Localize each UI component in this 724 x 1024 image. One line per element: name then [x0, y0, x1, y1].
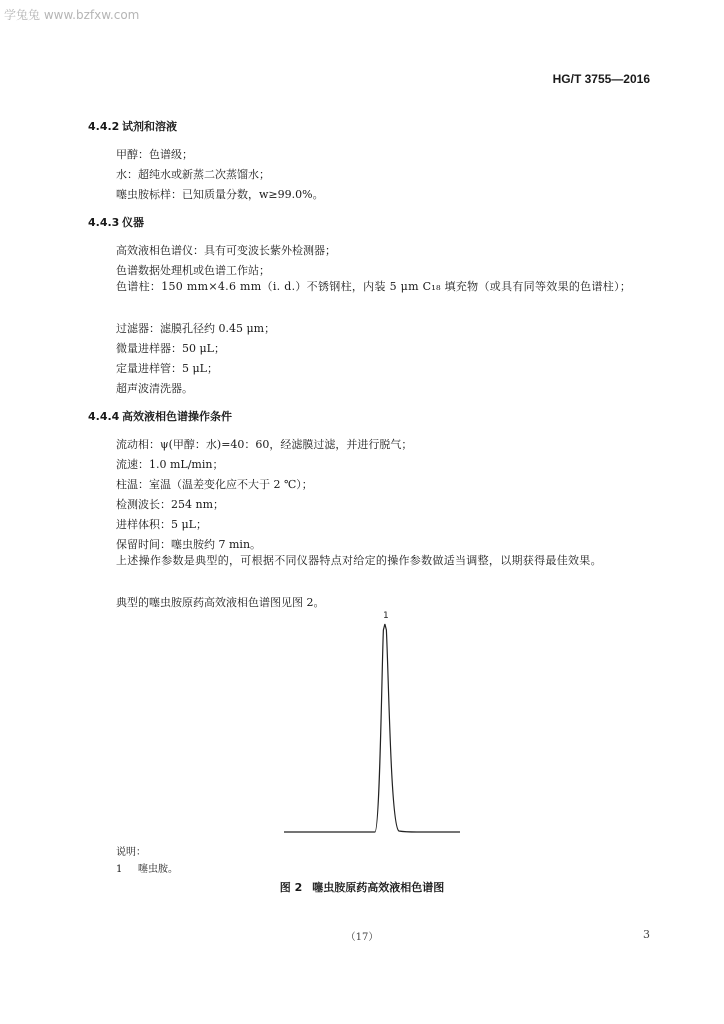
list-item: 流速：1.0 mL/min；: [116, 458, 224, 471]
figure-legend-title: 说明：: [116, 847, 146, 858]
list-item: 流动相：ψ(甲醇：水)=40：60，经滤膜过滤，并进行脱气；: [116, 438, 413, 451]
list-item: 色谱数据处理机或色谱工作站；: [116, 264, 270, 277]
watermark: 学兔兔 www.bzfxw.com: [4, 8, 140, 22]
legend-key: 1: [116, 864, 123, 875]
section-title: 试剂和溶液: [122, 120, 177, 133]
legend-value: 噻虫胺。: [138, 864, 178, 875]
list-item: 高效液相色谱仪：具有可变波长紫外检测器；: [116, 244, 336, 257]
figure-legend-item: [116, 860, 178, 875]
chromatogram-chart: [280, 606, 464, 838]
list-item: 噻虫胺标样：已知质量分数，w≥99.0%。: [116, 188, 324, 201]
list-item: 甲醇：色谱级；: [116, 148, 193, 161]
list-item: 微量进样器：50 μL；: [116, 342, 225, 355]
section-number: 4.4.3: [88, 216, 120, 229]
list-item: 定量进样管：5 μL；: [116, 362, 218, 375]
list-item: 超声波清洗器。: [116, 382, 193, 395]
figure-number: 图 2: [279, 881, 303, 894]
peak-label: 1: [383, 611, 389, 621]
list-item-wrapped: 色谱柱：150 mm×4.6 mm（i. d.）不锈钢柱，内装 5 μm C₁₈ 填充物（或具有同等效果的色谱柱）；: [116, 280, 632, 293]
list-item: 保留时间：噻虫胺约 7 min。: [116, 538, 262, 551]
operating-note: 上述操作参数是典型的，可根据不同仪器特点对给定的操作参数做适当调整，以期获得最佳效果。: [116, 554, 602, 567]
list-item: 水：超纯水或新蒸二次蒸馏水；: [116, 168, 270, 181]
list-item: 柱温：室温（温差变化应不大于 2 ℃）；: [116, 478, 313, 491]
section-number: 4.4.2: [88, 120, 120, 133]
section-heading-conditions: [88, 408, 232, 424]
section-heading-instruments: [88, 214, 144, 230]
figure-caption: [0, 879, 724, 895]
section-title: 高效液相色谱操作条件: [122, 410, 232, 423]
footer-center: （17）: [345, 932, 379, 943]
page-number: 3: [643, 928, 650, 941]
list-item: 检测波长：254 nm；: [116, 498, 225, 511]
section-heading-reagents: [88, 118, 177, 134]
figure-caption-text: 噻虫胺原药高效液相色谱图: [312, 881, 445, 894]
section-title: 仪器: [122, 216, 144, 229]
standard-code: HG/T 3755—2016: [552, 72, 650, 86]
chromatogram-trace: [284, 624, 460, 832]
list-item: 进样体积：5 μL；: [116, 518, 207, 531]
section-number: 4.4.4: [88, 410, 120, 423]
list-item: 过滤器：滤膜孔径约 0.45 μm；: [116, 322, 276, 335]
figure-reference: 典型的噻虫胺原药高效液相色谱图见图 2。: [116, 596, 325, 609]
